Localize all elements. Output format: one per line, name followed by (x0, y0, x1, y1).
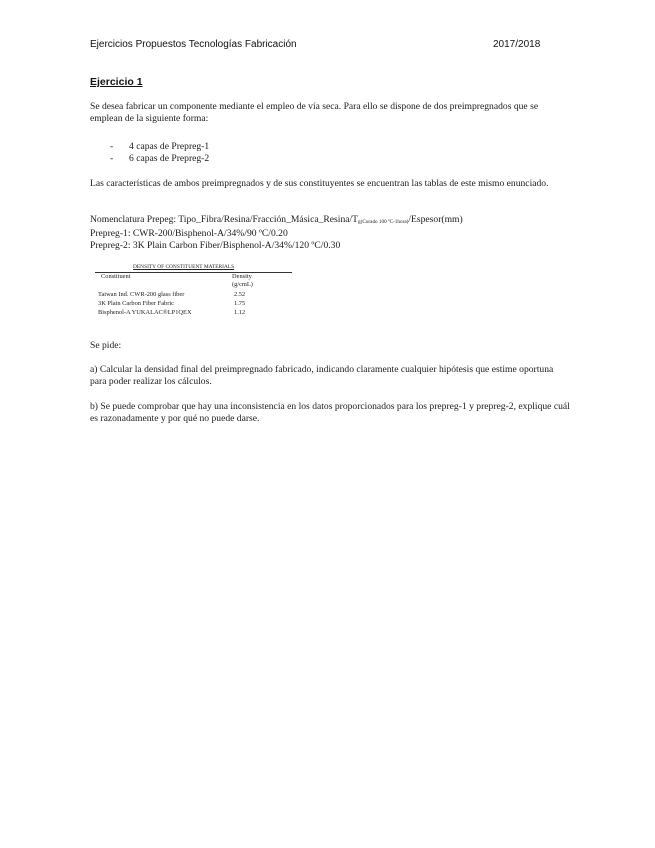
list-item-text: 4 capas de Prepreg-1 (129, 141, 210, 152)
prepreg-2-spec: Prepreg-2: 3K Plain Carbon Fiber/Bisphenol-A/34%/120 ºC/0.30 (90, 240, 341, 251)
table-cell-density: 1.75 (234, 300, 246, 307)
intro-paragraph: Se desea fabricar un componente mediante el empleo de vía seca. Para ello se dispone de dos preimpregnados que se emplean de la siguiente forma: (90, 101, 539, 124)
column-header-constituent: Constituent (101, 273, 131, 280)
question-a: a) Calcular la densidad final del preimpregnado fabricado, indicando claramente cualquier hipótesis que estime oportuna para poder realizar los cálculos. (90, 364, 554, 387)
table-cell-density: 2.52 (234, 291, 246, 298)
table-cell-constituent: Taiwan Ind. CWR-200 glass fiber (98, 291, 185, 298)
column-header-density: Density (232, 273, 252, 280)
header-course-title: Ejercicios Propuestos Tecnologías Fabricación (90, 39, 297, 50)
table-row (95, 300, 292, 309)
table-cell-constituent: 3K Plain Carbon Fiber Fabric (98, 300, 174, 307)
column-header-density-unit: (g/cmL) (232, 281, 253, 288)
nomenclature-prefix: Nomenclatura Prepeg: Tipo_Fibra/Resina/Fracción_Másica_Resina/T (90, 214, 359, 225)
nomenclature-line (90, 214, 463, 228)
list-item (110, 153, 209, 165)
table-row (95, 291, 292, 300)
questions-intro: Se pide: (90, 340, 122, 351)
exercise-title: Ejercicio 1 (90, 76, 143, 88)
characteristics-paragraph: Las características de ambos preimpregnados y de sus constituyentes se encuentran las tablas de este mismo enunciado. (90, 178, 549, 189)
nomenclature-block (90, 214, 463, 252)
layer-list (110, 141, 209, 166)
nomenclature-suffix: /Espesor(mm) (408, 214, 463, 225)
bullet-dash: - (110, 141, 114, 152)
list-item-text: 6 capas de Prepreg-2 (129, 153, 210, 165)
nomenclature-subscript: g(Curado 100 ºC-1hora) (358, 219, 409, 225)
table-row (95, 309, 292, 318)
table-cell-constituent: Bisphenol-A YUKALAC®LP1QEX (98, 309, 192, 316)
table-caption: DENSITY OF CONSTITUENT MATERIALS (133, 264, 235, 270)
list-item (110, 141, 209, 153)
question-b: b) Se puede comprobar que hay una inconsistencia en los datos proporcionados para los prepreg-1 y prepreg-2, explique cuál es razonadamente y por qué no puede darse. (90, 401, 570, 424)
table-cell-density: 1.12 (234, 309, 246, 316)
header-year: 2017/2018 (493, 39, 541, 50)
bullet-dash: - (110, 153, 114, 165)
prepreg-1-spec: Prepreg-1: CWR-200/Bisphenol-A/34%/90 ºC/0.20 (90, 228, 288, 239)
